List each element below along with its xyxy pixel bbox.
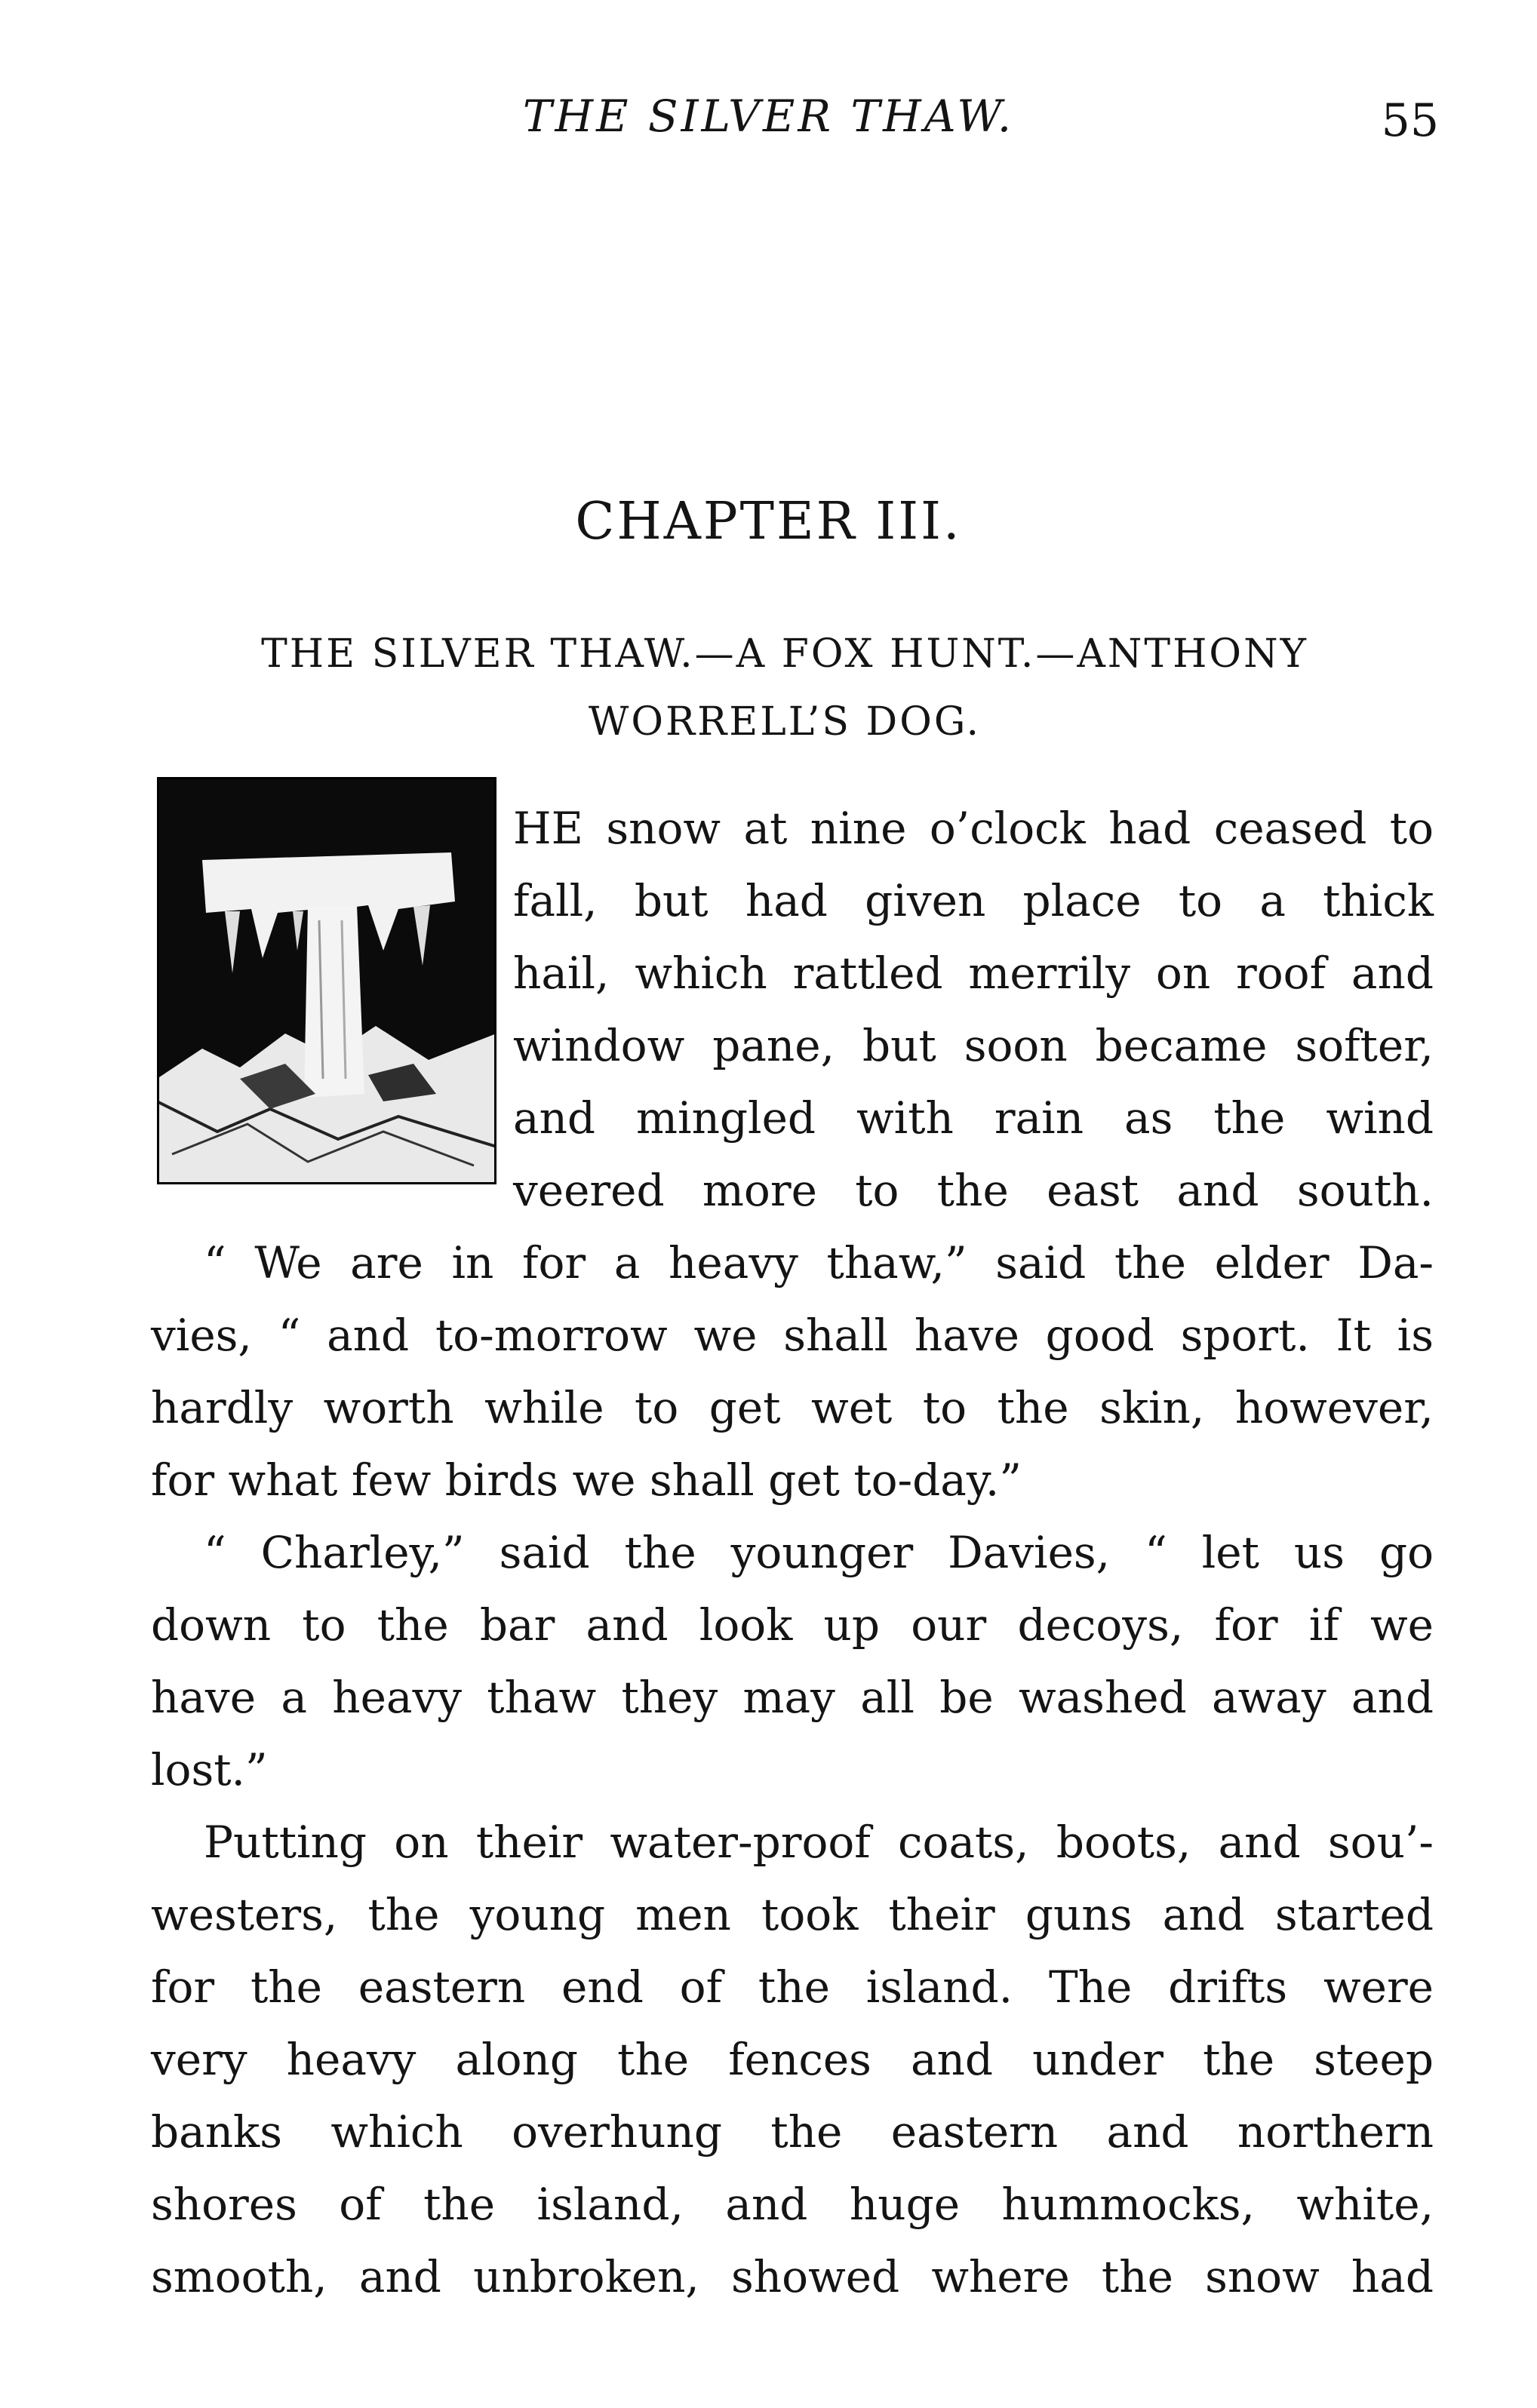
body-text	[151, 792, 1434, 2313]
chapter-subtitle-line-1: THE SILVER THAW.—A FOX HUNT.—ANTHONY	[261, 631, 1308, 677]
body-line: hail, which rattled merrily on roof and	[513, 948, 1434, 999]
body-line: window pane, but soon became softer,	[513, 1020, 1434, 1071]
body-line: shores of the island, and huge hummocks, white,	[151, 2179, 1434, 2230]
body-line: “ We are in for a heavy thaw,” said the elder Da-	[204, 1237, 1434, 1288]
body-line: down to the bar and look up our decoys, for if we	[151, 1599, 1434, 1651]
page-number: 55	[1381, 94, 1439, 147]
chapter-subtitle	[151, 620, 1419, 756]
body-line: westers, the young men took their guns and started	[151, 1889, 1434, 1940]
body-line: lost.”	[151, 1744, 268, 1795]
running-title: THE SILVER THAW.	[522, 91, 1015, 142]
body-line: HE snow at nine o’clock had ceased to	[513, 803, 1434, 854]
body-line: for the eastern end of the island. The drifts were	[151, 1961, 1434, 2013]
body-line: veered more to the east and south.	[513, 1165, 1434, 1216]
body-line: banks which overhung the eastern and northern	[151, 2106, 1434, 2158]
body-line: vies, “ and to-morrow we shall have good sport. It is	[151, 1310, 1434, 1361]
chapter-subtitle-line-2: WORRELL’S DOG.	[588, 699, 982, 745]
body-line: fall, but had given place to a thick	[513, 875, 1434, 926]
chapter-heading: CHAPTER III.	[575, 492, 962, 551]
body-line: smooth, and unbroken, showed where the snow had	[151, 2251, 1434, 2302]
body-line: have a heavy thaw they may all be washed away and	[151, 1672, 1434, 1723]
body-line: for what few birds we shall get to-day.”	[151, 1454, 1022, 1506]
body-line: very heavy along the fences and under the steep	[151, 2034, 1434, 2085]
body-line: hardly worth while to get wet to the skin, however,	[151, 1382, 1434, 1433]
body-line: and mingled with rain as the wind	[513, 1092, 1434, 1144]
body-line: “ Charley,” said the younger Davies, “ let us go	[204, 1527, 1434, 1578]
body-line: Putting on their water-proof coats, boots, and sou’-	[204, 1817, 1434, 1868]
